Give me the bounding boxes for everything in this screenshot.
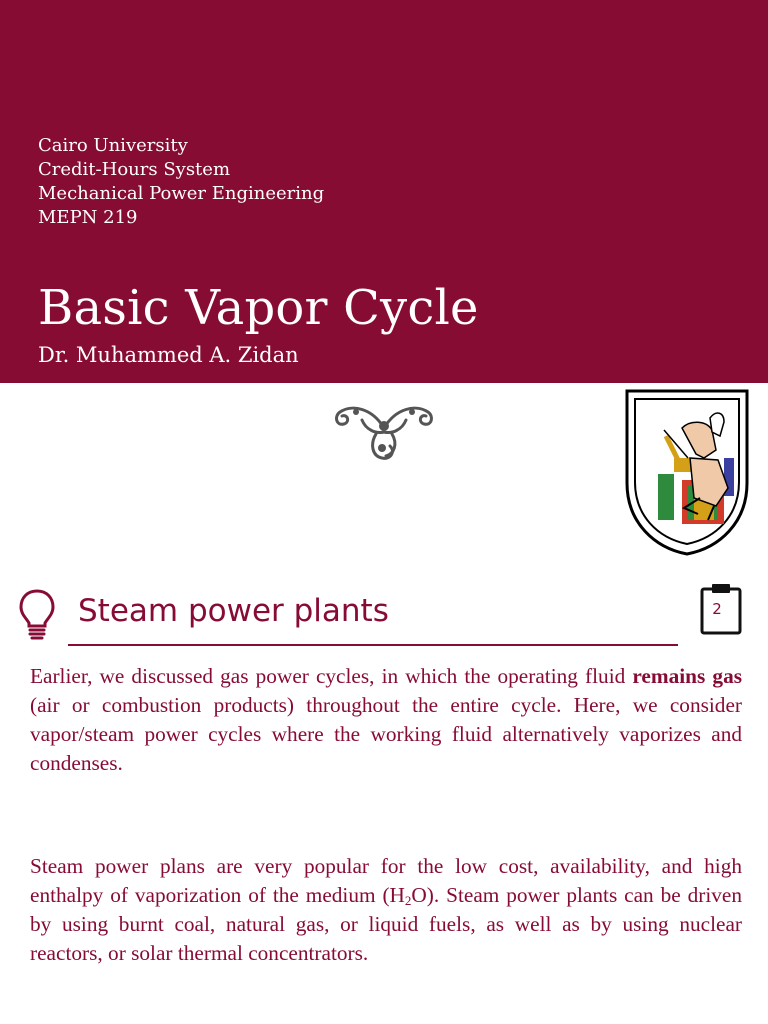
paragraph-text: Steam power plans are very popular for the low cost, availability, and high enthalpy of vaporization of the medium (H [30, 854, 742, 907]
subscript-text: 2 [404, 893, 412, 908]
institution-line: Credit-Hours System [38, 159, 231, 180]
section-title: Steam power plants [78, 593, 389, 629]
section-divider [68, 644, 678, 646]
paragraph-text: (air or combustion products) throughout the entire cycle. Here, we consider vapor/steam power cycles where the working fluid alternatively vaporizes and condenses. [30, 693, 742, 775]
page-title: Basic Vapor Cycle [38, 280, 479, 336]
course-code: MEPN 219 [38, 207, 138, 228]
floral-ornament-icon [332, 398, 436, 464]
paragraph-gas-vs-vapor [30, 662, 742, 778]
institution-block [38, 134, 324, 230]
institution-line: Mechanical Power Engineering [38, 183, 325, 204]
lightbulb-icon [18, 588, 56, 642]
paragraph-steam-plants [30, 852, 742, 968]
emphasis-text: remains gas [632, 664, 742, 688]
paragraph-text: O). Steam power plants can be driven by using burnt coal, natural gas, or liquid fuels, as well as by using nuclear reactors, or solar thermal concentrators. [30, 883, 742, 965]
page-number: 2 [712, 600, 722, 618]
cairo-university-crest-icon [624, 388, 750, 556]
institution-line: Cairo University [38, 135, 188, 156]
paragraph-text: Earlier, we discussed gas power cycles, in which the operating fluid [30, 664, 633, 688]
title-banner [0, 0, 768, 383]
author-name: Dr. Muhammed A. Zidan [38, 343, 299, 367]
